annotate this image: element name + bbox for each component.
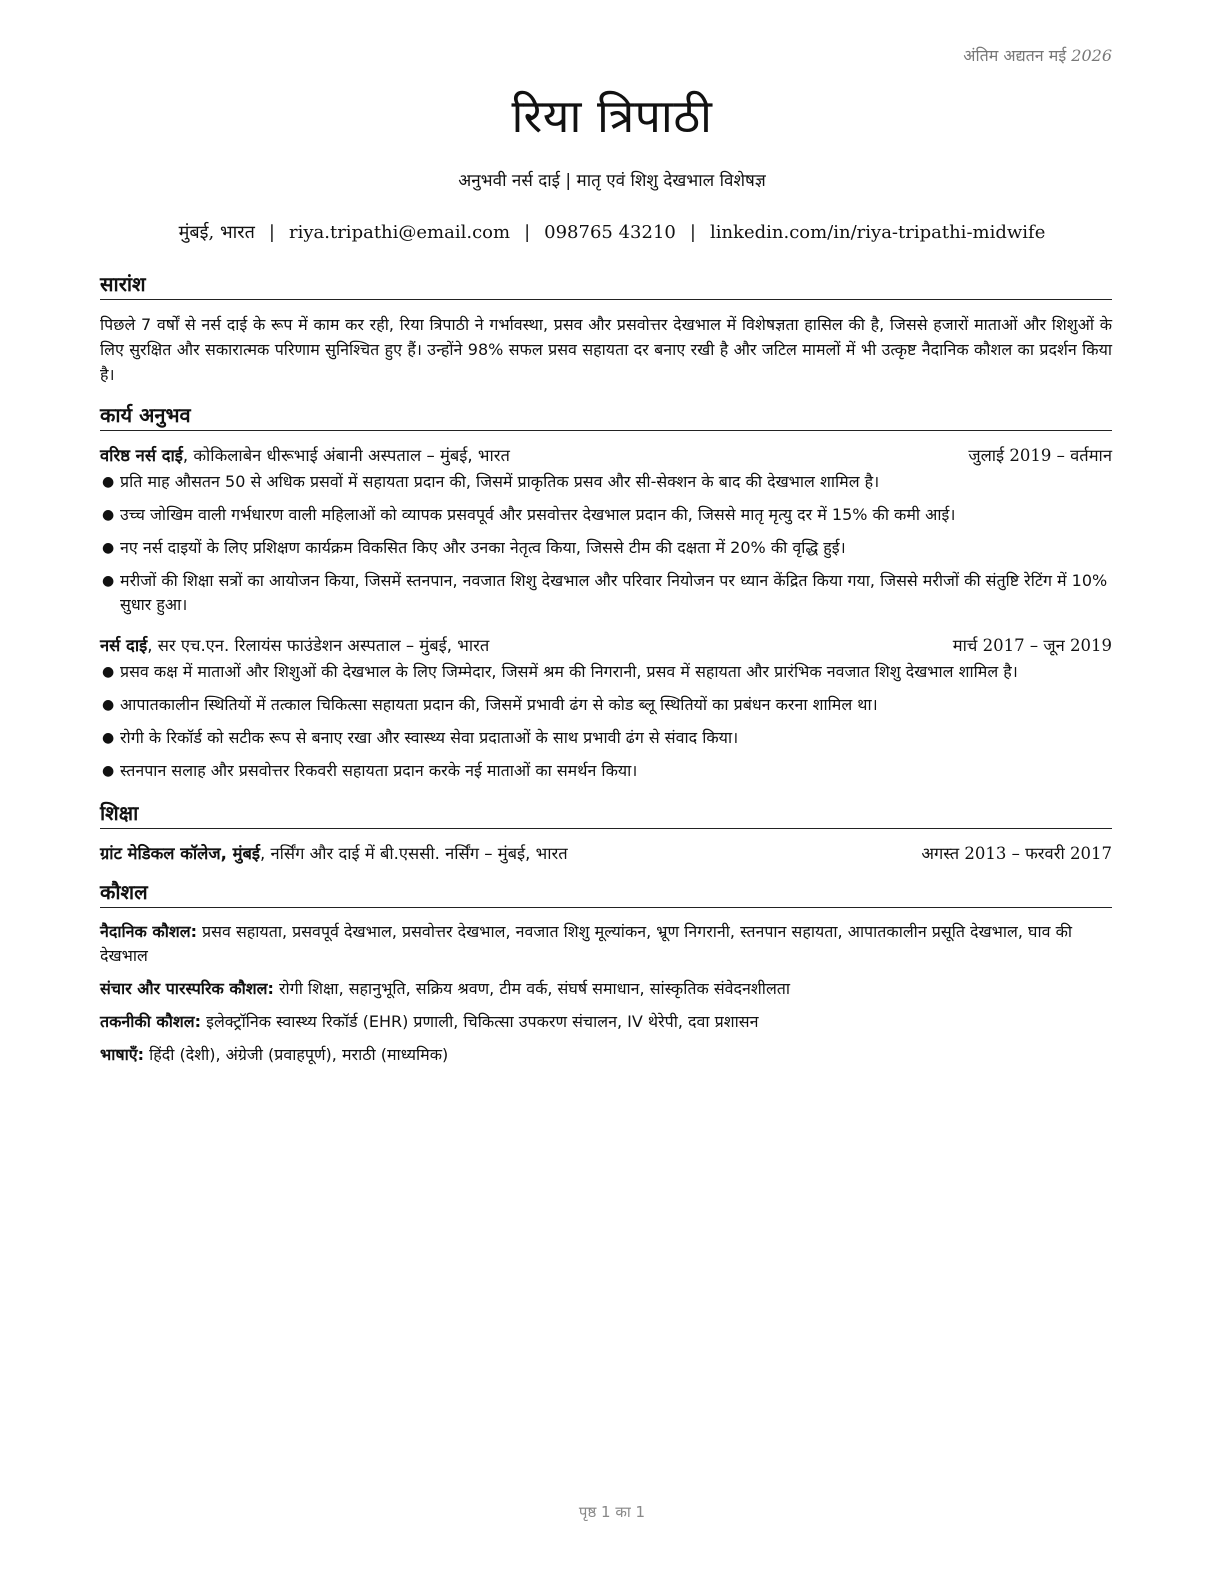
bullet-dot-icon: ● [102,697,115,713]
bullet-text: मरीजों की शिक्षा सत्रों का आयोजन किया, जिसमें स्तनपान, नवजात शिशु देखभाल और परिवार नियोजन पर ध्यान केंद्रित किया गया, जिससे मरीजों की संतुष्टि रेटिंग में 10% सुधार हुआ। [120,571,1108,614]
bullet-text: नए नर्स दाइयों के लिए प्रशिक्षण कार्यक्रम विकसित किए और उनका नेतृत्व किया, जिससे टीम की दक्षता में 20% की वृद्धि हुई। [120,538,846,557]
skill-label: भाषाएँ: [100,1045,145,1064]
education-section [100,799,1112,864]
section-title-experience: कार्य अनुभव [100,401,1112,431]
bullet-text: स्तनपान सलाह और प्रसवोत्तर रिकवरी सहायता प्रदान करके नई माताओं का समर्थन किया। [120,761,638,780]
job-header [100,443,1112,466]
bullet-dot-icon: ● [102,507,115,523]
bullet-dot-icon: ● [102,540,115,556]
experience-section [100,401,1112,783]
bullet-item [100,726,1112,750]
bullet-text: प्रसव कक्ष में माताओं और शिशुओं की देखभाल के लिए जिम्मेदार, जिसमें श्रम की निगरानी, प्रसव में सहायता और प्रारंभिक नवजात शिशु देखभाल शामिल है। [120,662,1018,681]
job-header [100,633,1112,656]
contact-linkedin[interactable]: linkedin.com/in/riya-tripathi-midwife [709,222,1046,243]
job-dates: मार्च 2017 – जून 2019 [952,636,1112,655]
bullet-item [100,470,1112,494]
bullet-text: उच्च जोखिम वाली गर्भधारण वाली महिलाओं को व्यापक प्रसवपूर्व और प्रसवोत्तर देखभाल प्रदान की, जिससे मातृ मृत्यु दर में 15% की कमी आई। [120,505,956,524]
summary-section [100,270,1112,387]
bullet-item [100,693,1112,717]
bullet-text: आपातकालीन स्थितियों में तत्काल चिकित्सा सहायता प्रदान की, जिसमें प्रभावी ढंग से कोड ब्लू स्थितियों का प्रबंधन करना शामिल था। [120,695,878,714]
bullet-item [100,503,1112,527]
section-title-education: शिक्षा [100,799,1112,829]
skill-label: संचार और पारस्परिक कौशल: [100,979,274,998]
education-dates: अगस्त 2013 – फरवरी 2017 [921,844,1112,863]
job-title-line [100,633,489,656]
job-title-line [100,443,510,466]
last-updated-year: 2026 [1071,46,1112,65]
contact-location: मुंबई, भारत [178,222,255,243]
skill-label: तकनीकी कौशल: [100,1012,201,1031]
skill-text: हिंदी (देशी), अंग्रेजी (प्रवाहपूर्ण), मराठी (माध्यमिक) [144,1045,449,1064]
bullet-item [100,536,1112,560]
job-role: वरिष्ठ नर्स दाई [100,446,183,465]
skill-line-technical [100,1010,1112,1034]
contact-line [0,220,1224,244]
education-school: ग्रांट मेडिकल कॉलेज, मुंबई [100,844,260,863]
job-entry [100,443,1112,617]
page-number: पृष्ठ 1 का 1 [578,1503,646,1521]
contact-separator: | [689,222,696,243]
last-updated [963,44,1112,66]
education-line [100,841,568,864]
job-org: , कोकिलाबेन धीरूभाई अंबानी अस्पताल – मुंबई, भारत [182,446,510,465]
skill-label: नैदानिक कौशल: [100,922,197,941]
job-role: नर्स दाई [100,636,148,655]
skill-text: इलेक्ट्रॉनिक स्वास्थ्य रिकॉर्ड (EHR) प्रणाली, चिकित्सा उपकरण संचालन, IV थेरेपी, दवा प्रशासन [201,1012,759,1031]
skill-text: रोगी शिक्षा, सहानुभूति, सक्रिय श्रवण, टीम वर्क, संघर्ष समाधान, सांस्कृतिक संवेदनशीलता [273,979,791,998]
resume-content [100,270,1112,1077]
bullet-dot-icon: ● [102,474,115,490]
contact-separator: | [268,222,275,243]
skill-line-languages [100,1043,1112,1067]
bullet-dot-icon: ● [102,573,115,589]
bullet-item [100,660,1112,684]
section-title-skills: कौशल [100,878,1112,908]
bullet-dot-icon: ● [102,730,115,746]
section-title-summary: सारांश [100,270,1112,300]
candidate-name: रिया त्रिपाठी [511,89,713,143]
last-updated-label: अंतिम अद्यतन मई [963,46,1067,65]
summary-text: पिछले 7 वर्षों से नर्स दाई के रूप में काम कर रही, रिया त्रिपाठी ने गर्भावस्था, प्रसव और प्रसवोत्तर देखभाल में विशेषज्ञता हासिल की है, जिससे हजारों माताओं और शिशुओं के लिए सुरक्षित और सकारात्मक परिणाम सुनिश्चित हुए हैं। उन्होंने 98% सफल प्रसव सहायता दर बनाए रखी है और जटिल मामलों में भी उत्कृष्ट नैदानिक कौशल का प्रदर्शन किया है। [100,315,1112,384]
bullet-text: प्रति माह औसतन 50 से अधिक प्रसवों में सहायता प्रदान की, जिसमें प्राकृतिक प्रसव और सी-सेक्शन के बाद की देखभाल शामिल है। [120,472,880,491]
job-dates: जुलाई 2019 – वर्तमान [968,446,1112,465]
job-bullets [100,470,1112,617]
contact-phone[interactable]: 098765 43210 [544,222,676,243]
skill-text: प्रसव सहायता, प्रसवपूर्व देखभाल, प्रसवोत्तर देखभाल, नवजात शिशु मूल्यांकन, भ्रूण निगरानी, स्तनपान सहायता, आपातकालीन प्रसूति देखभाल, घाव की देखभाल [100,922,1073,965]
bullet-item [100,569,1112,617]
bullet-text: रोगी के रिकॉर्ड को सटीक रूप से बनाए रखा और स्वास्थ्य सेवा प्रदाताओं के साथ प्रभावी ढंग से संवाद किया। [120,728,739,747]
job-org: , सर एच.एन. रिलायंस फाउंडेशन अस्पताल – मुंबई, भारत [147,636,490,655]
contact-email[interactable]: riya.tripathi@email.com [288,222,511,243]
education-entry [100,841,1112,864]
bullet-dot-icon: ● [102,664,115,680]
education-degree: , नर्सिंग और दाई में बी.एससी. नर्सिंग – मुंबई, भारत [260,844,568,863]
skill-line-clinical [100,920,1112,968]
bullet-item [100,759,1112,783]
job-entry [100,633,1112,783]
bullet-dot-icon: ● [102,763,115,779]
contact-separator: | [524,222,531,243]
skill-line-communication [100,977,1112,1001]
job-bullets [100,660,1112,783]
candidate-subtitle: अनुभवी नर्स दाई | मातृ एवं शिशु देखभाल विशेषज्ञ [458,171,766,191]
skills-section [100,878,1112,1067]
